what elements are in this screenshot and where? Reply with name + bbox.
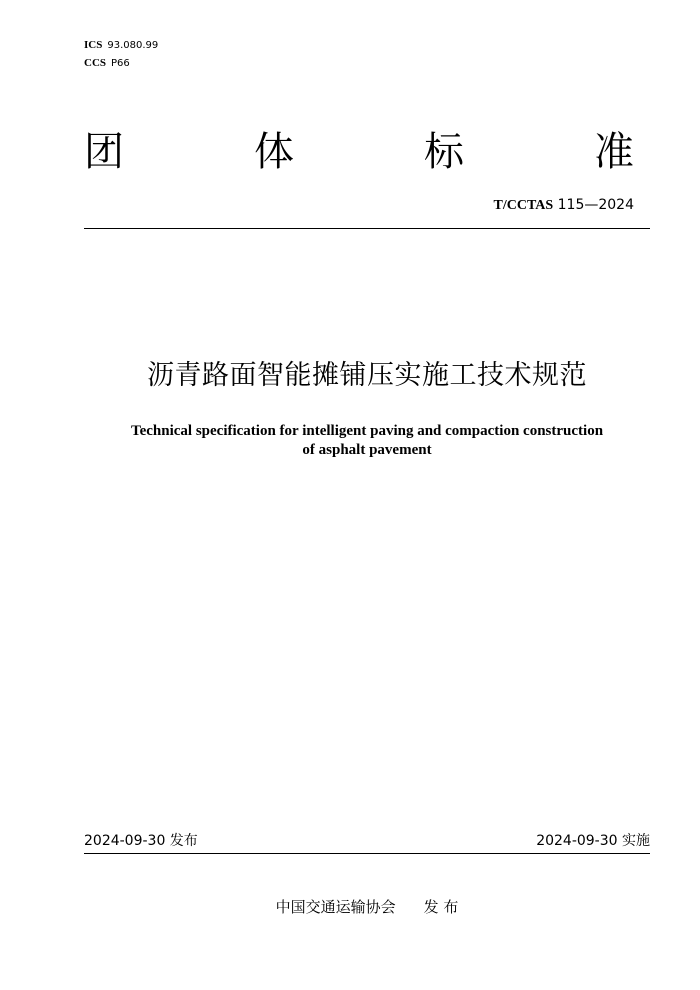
english-title: [84, 422, 650, 460]
standard-type-char-4: 准: [594, 129, 634, 175]
ccs-label: CCS: [84, 57, 107, 69]
english-title-line-1: Technical specification for intelligent paving and compaction construction: [130, 423, 604, 439]
standard-type-char-1: 团: [84, 129, 124, 175]
standard-number-value: 115—2024: [557, 197, 634, 213]
english-title-line-2: of asphalt pavement: [302, 442, 432, 458]
standard-number: [494, 197, 634, 214]
footer-divider: [84, 853, 650, 854]
ccs-value: P66: [111, 58, 130, 69]
ics-value: 93.080.99: [107, 40, 159, 51]
chinese-title: 沥青路面智能摊铺压实施工技术规范: [147, 360, 587, 391]
ics-code: [84, 38, 158, 53]
publisher-name: 中国交通运输协会: [275, 898, 396, 916]
implement-date: 2024-09-30 实施: [536, 833, 650, 849]
standard-number-prefix: T/CCTAS: [493, 198, 554, 213]
ics-label: ICS: [84, 39, 103, 51]
header-divider: [84, 228, 650, 229]
standard-type-char-2: 体: [254, 129, 294, 175]
standard-type-char-3: 标: [424, 129, 464, 175]
publisher-action: 发 布: [423, 898, 459, 916]
ccs-code: [84, 56, 130, 71]
publisher: [0, 897, 700, 917]
issue-date: 2024-09-30 发布: [84, 833, 198, 849]
